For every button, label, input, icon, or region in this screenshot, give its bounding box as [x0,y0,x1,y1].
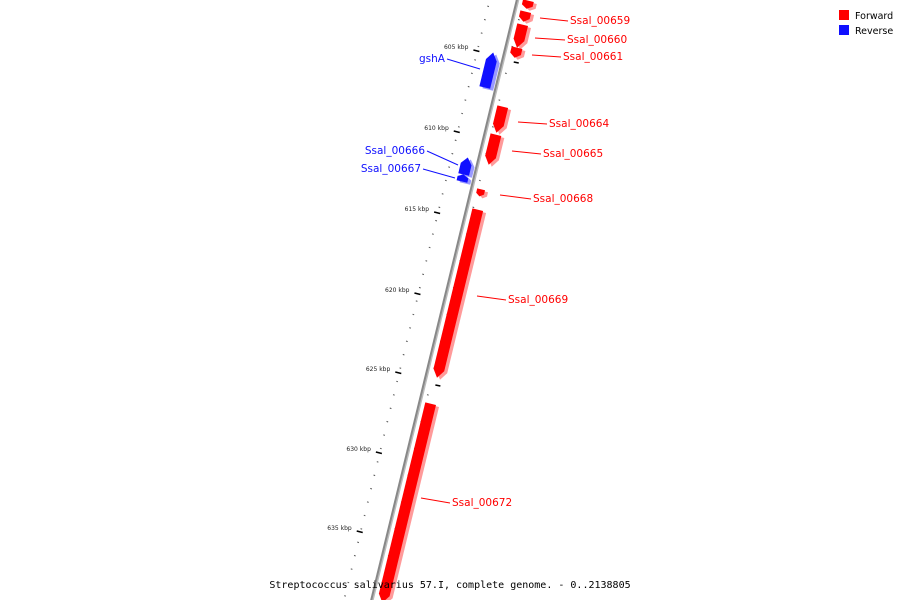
minor-tick-left [448,167,450,168]
minor-tick-left [361,529,363,530]
legend-swatch-reverse [839,25,849,35]
genome-caption: Streptococcus salivarius 57.I, complete genome. - 0..2138805 [269,580,631,591]
minor-tick-left [432,234,434,235]
minor-tick-left [374,475,376,476]
gene-arrow-ssal_00672[interactable] [379,402,436,600]
minor-tick-left [419,287,421,288]
gene-label-ssal_00661[interactable]: Ssal_00661 [563,51,624,63]
minor-tick-left [390,408,392,409]
gene-label-ssal_00666[interactable]: Ssal_00666 [364,145,425,157]
minor-tick-left [380,448,382,449]
minor-tick-left [344,596,346,597]
minor-tick-left [403,354,405,355]
minor-tick-left [357,542,359,543]
tick-label: 610 kbp [424,125,449,132]
major-tick-right [514,62,519,63]
gene-leader-line [532,55,561,57]
major-tick [357,531,363,533]
tick-label: 630 kbp [346,446,371,453]
major-tick [454,131,460,133]
minor-tick-left [478,46,480,47]
gene-label-ssal_00672[interactable]: Ssal_00672 [452,497,513,509]
gene-leader-line [535,38,565,40]
legend-swatch-forward [839,10,849,20]
minor-tick-right [479,180,481,181]
minor-tick-left [481,33,483,34]
gene-label-ssal_00668[interactable]: Ssal_00668 [533,193,594,205]
minor-tick-left [406,341,408,342]
minor-tick-left [383,435,385,436]
tick-label: 620 kbp [385,287,410,294]
minor-tick-right [518,19,520,20]
minor-tick-left [474,60,476,61]
minor-tick-left [445,180,447,181]
tick-label: 625 kbp [365,366,391,373]
minor-tick-left [468,86,470,87]
major-tick [434,212,440,214]
minor-tick-left [422,274,424,275]
gene-leader-line [423,169,455,178]
minor-tick-left [364,515,366,516]
gene-leader-line [518,122,547,124]
minor-tick-left [426,261,428,262]
minor-tick-left [471,73,473,74]
legend-label-forward: Forward [855,11,894,22]
major-tick-right [435,385,440,386]
minor-tick-left [370,488,372,489]
minor-tick-left [487,6,489,7]
gene-label-ssal_00667[interactable]: Ssal_00667 [360,163,421,175]
minor-tick-left [396,381,398,382]
gene-leader-line [427,151,458,165]
gene-label-ssal_00664[interactable]: Ssal_00664 [549,118,610,130]
minor-tick-left [455,140,457,141]
major-tick [376,452,382,454]
minor-tick-right [427,395,429,396]
gene-leader-line [477,296,506,300]
major-tick [473,50,479,52]
gene-leader-line [421,498,450,503]
gene-arrow-ssal_00666[interactable] [458,158,471,176]
tick-label: 605 kbp [443,44,469,51]
minor-tick-left [387,421,389,422]
gene-leader-line [447,59,480,69]
minor-tick-left [435,220,437,221]
minor-tick-left [393,395,395,396]
gene-label-gsha[interactable]: gshA [419,53,445,65]
gene-label-ssal_00659[interactable]: Ssal_00659 [570,15,631,27]
minor-tick-left [452,153,454,154]
minor-tick-left [461,113,463,114]
gene-label-ssal_00665[interactable]: Ssal_00665 [543,148,604,160]
minor-tick-left [465,100,467,101]
gene-label-ssal_00669[interactable]: Ssal_00669 [508,294,569,306]
major-tick [414,293,420,295]
major-tick [395,372,401,374]
tick-label: 635 kbp [327,525,352,532]
gene-arrow-ssal_00669[interactable] [434,208,484,377]
minor-tick-left [409,328,411,329]
tick-label: 615 kbp [404,206,430,213]
minor-tick-right [499,100,501,101]
gene-leader-line [500,195,531,199]
minor-tick-left [458,127,460,128]
minor-tick-left [351,569,353,570]
minor-tick-right [505,73,507,74]
minor-tick-left [377,462,379,463]
minor-tick-left [484,19,486,20]
minor-tick-left [429,247,431,248]
minor-tick-left [367,502,369,503]
gene-label-ssal_00660[interactable]: Ssal_00660 [567,34,628,46]
minor-tick-left [400,368,402,369]
minor-tick-right [492,127,494,128]
minor-tick-left [413,314,415,315]
legend-label-reverse: Reverse [855,26,894,37]
minor-tick-left [439,207,441,208]
gene-leader-line [512,151,541,154]
backbone-line [370,0,518,600]
gene-leader-line [540,18,568,21]
minor-tick-right [473,207,475,208]
minor-tick-left [354,555,356,556]
minor-tick-left [442,194,444,195]
minor-tick-left [416,301,418,302]
